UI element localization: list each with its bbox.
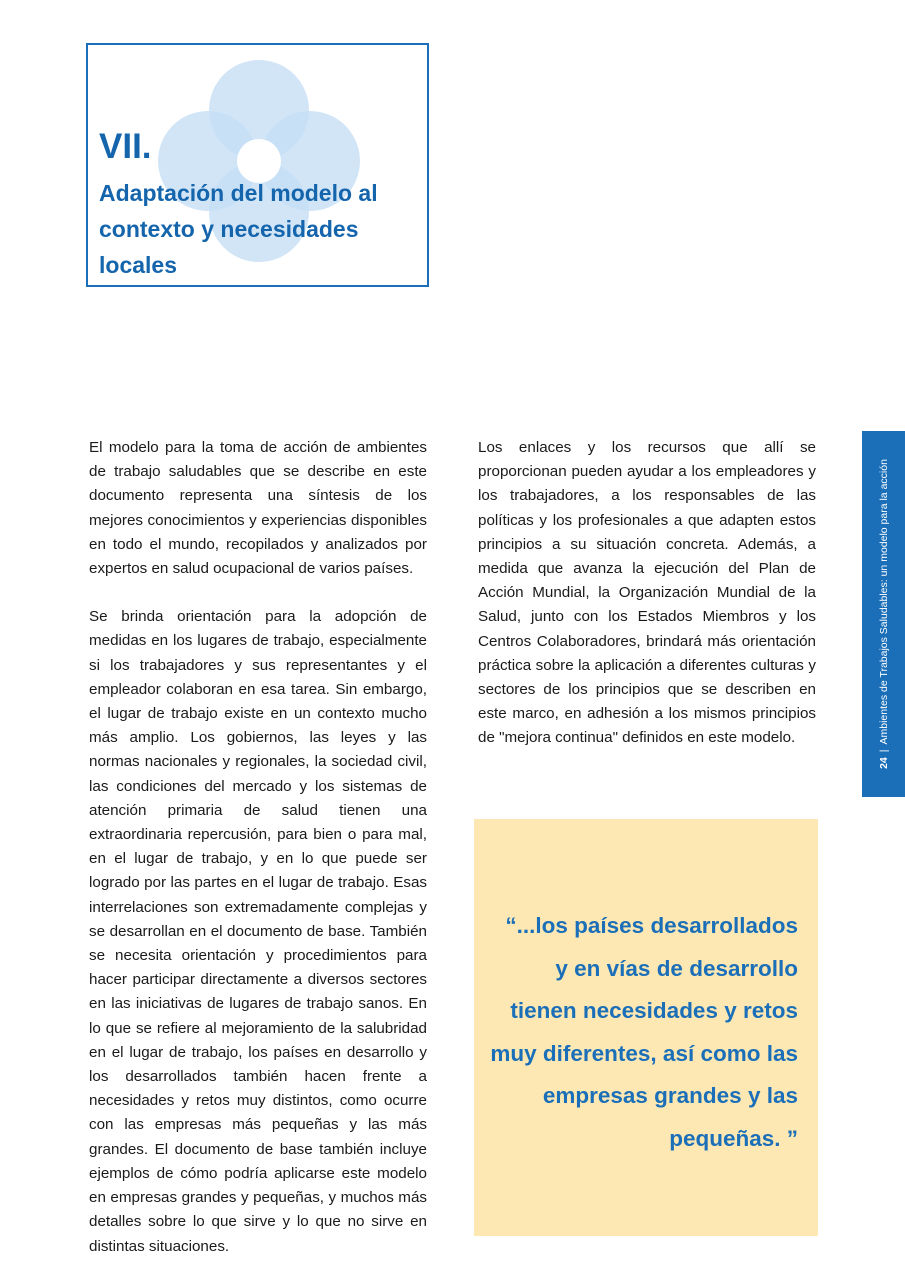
chapter-title: Adaptación del modelo al contexto y necesidades locales: [99, 180, 378, 278]
body-column-right: [478, 436, 816, 751]
pull-quote-box: [474, 819, 818, 1236]
running-header: [878, 459, 890, 769]
chapter-title-box: [86, 43, 429, 287]
body-paragraph: Se brinda orientación para la adopción de medidas en los lugares de trabajo, especialmente si los trabajadores y sus representantes y el empleador colaboran en esa tarea. Sin embargo, el lugar de trabajo existe en un contexto mucho más amplio. Los gobiernos, las leyes y las normas nacionales y regionales, la sociedad civil, las condiciones del mercado y los sistemas de atención primaria de salud tienen una extraordinaria repercusión, para bien o para mal, en el lugar de trabajo, y en lo que puede ser logrado por las partes en el lugar de trabajo. Esas interrelaciones son extremadamente complejas y se desarrollan en el documento de base. También se necesita orientación y procedimientos para hacer participar directamente a diversos sectores en las iniciativas de lugares de trabajo sanos. En lo que se refiere al mejoramiento de la salubridad en el lugar de trabajo, los países en desarrollo y los desarrollados también hacen frente a necesidades y retos muy distintos, como ocurre con las empresas más pequeñas y las más grandes. El documento de base también incluye ejemplos de cómo podría aplicarse este modelo en empresas grandes y pequeñas, y muchos más detalles sobre lo que sirve y lo que no sirve en distintas situaciones.: [89, 608, 427, 1255]
page-number: 24: [877, 757, 890, 769]
body-paragraph: El modelo para la toma de acción de ambientes de trabajo saludables que se describe en este documento representa una síntesis de los mejores conocimientos y experiencias disponibles en todo el mundo, recopilados y analizados por expertos en salud ocupacional de varios países.: [89, 439, 427, 578]
side-tab: [862, 431, 905, 797]
running-title: Ambientes de Trabajos Saludables: un modelo para la acción: [877, 459, 890, 745]
body-paragraph: Los enlaces y los recursos que allí se proporcionan pueden ayudar a los empleadores y los trabajadores, a los responsables de las políticas y los profesionales a que adapten estos principios a su situación concreta. Además, a medida que avanza la ejecución del Plan de Acción Mundial, la Organización Mundial de la Salud, junto con los Estados Miembros y los Centros Colaboradores, brindará más orientación práctica sobre la aplicación a diferentes culturas y sectores de los principios que se describen en este marco, en adhesión a los mismos principios de "mejora continua" definidos en este modelo.: [478, 439, 816, 747]
separator: |: [877, 749, 890, 753]
pull-quote: “...los países desarrollados y en vías de desarrollo tienen necesidades y retos muy diferentes, así como las empresas grandes y las pequeñas. ”: [490, 913, 798, 1151]
chapter-number: VII.: [99, 127, 152, 166]
body-column-left: [89, 436, 427, 1259]
